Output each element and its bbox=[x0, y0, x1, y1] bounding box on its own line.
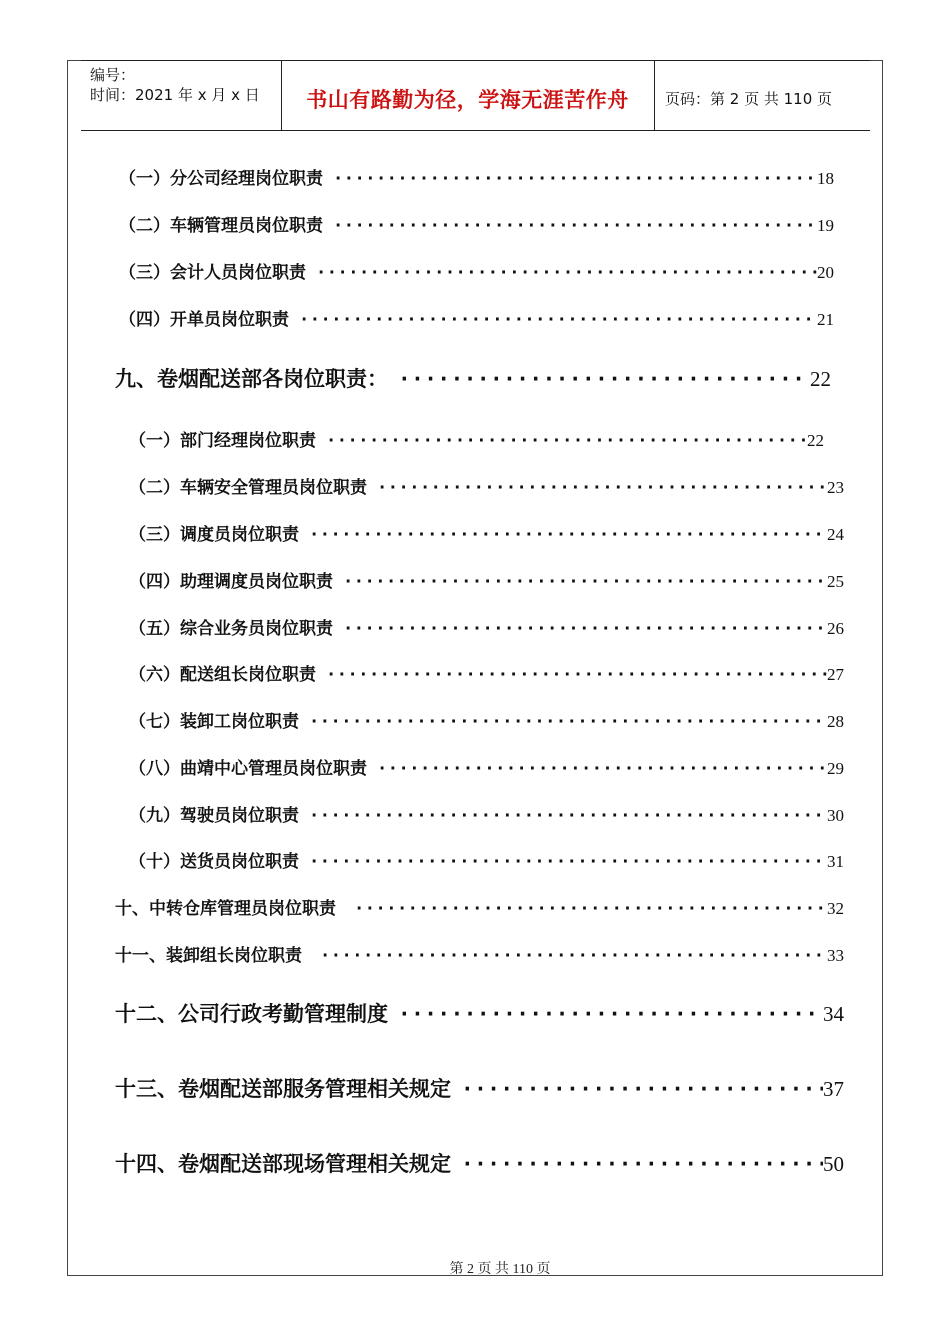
toc-entry-title: （四）助理调度员岗位职责 bbox=[129, 572, 333, 592]
toc-entry[interactable] bbox=[119, 164, 834, 189]
header-page-info: 页码：第 2 页 共 110 页 bbox=[665, 90, 833, 108]
header-bottom-rule bbox=[81, 130, 870, 131]
toc-entry[interactable] bbox=[119, 305, 834, 330]
toc-entry-title: （一）分公司经理岗位职责 bbox=[119, 169, 323, 189]
toc-entry[interactable] bbox=[129, 847, 844, 872]
toc-entry-page: 30 bbox=[827, 806, 844, 825]
header-meta bbox=[90, 65, 260, 105]
toc-entry-page: 19 bbox=[817, 216, 834, 235]
page-footer: 第 2 页 共 110 页 bbox=[449, 1262, 551, 1277]
toc-dot-leader bbox=[398, 367, 810, 391]
toc-entry-title: （一）部门经理岗位职责 bbox=[129, 431, 316, 451]
toc-entry-title: （九）驾驶员岗位职责 bbox=[129, 806, 299, 826]
serial-label: 编号： bbox=[90, 66, 136, 84]
toc-dot-leader bbox=[343, 572, 827, 592]
toc-dot-leader bbox=[316, 263, 817, 283]
toc-dot-leader bbox=[333, 169, 817, 189]
toc-entry-page: 50 bbox=[823, 1152, 844, 1176]
toc-entry[interactable] bbox=[115, 941, 844, 966]
toc-dot-leader bbox=[320, 946, 827, 966]
toc-entry[interactable] bbox=[115, 1148, 844, 1178]
toc-entry-page: 25 bbox=[827, 572, 844, 591]
toc-entry-page: 18 bbox=[817, 169, 834, 188]
toc-dot-leader bbox=[398, 1002, 823, 1026]
toc-entry-page: 29 bbox=[827, 759, 844, 778]
toc-entry-title: 十四、卷烟配送部现场管理相关规定 bbox=[115, 1152, 451, 1176]
toc-entry-page: 27 bbox=[827, 665, 844, 684]
toc-entry-title: （五）综合业务员岗位职责 bbox=[129, 619, 333, 639]
toc-entry[interactable] bbox=[119, 211, 834, 236]
toc-dot-leader bbox=[354, 899, 827, 919]
header-motto: 书山有路勤为径，学海无涯苦作舟 bbox=[306, 87, 629, 112]
toc-entry-page: 20 bbox=[817, 263, 834, 282]
toc-entry-title: （六）配送组长岗位职责 bbox=[129, 665, 316, 685]
toc-entry-title: 十一、装卸组长岗位职责 bbox=[115, 946, 302, 966]
toc-entry[interactable] bbox=[129, 801, 844, 826]
toc-entry-title: （二）车辆安全管理员岗位职责 bbox=[129, 478, 367, 498]
toc-dot-leader bbox=[309, 525, 827, 545]
toc-entry[interactable] bbox=[115, 894, 844, 919]
toc-entry-title: 九、卷烟配送部各岗位职责： bbox=[115, 367, 388, 391]
toc-entry[interactable] bbox=[115, 1073, 844, 1103]
time-label: 时间：2021 年 x 月 x 日 bbox=[90, 86, 260, 104]
toc-dot-leader bbox=[326, 431, 807, 451]
toc-entry-page: 32 bbox=[827, 899, 844, 918]
toc-entry[interactable] bbox=[129, 567, 844, 592]
toc-entry[interactable] bbox=[129, 520, 844, 545]
toc-entry[interactable] bbox=[129, 614, 844, 639]
toc-entry-title: （三）会计人员岗位职责 bbox=[119, 263, 306, 283]
toc-entry-page: 26 bbox=[827, 619, 844, 638]
toc-entry-page: 31 bbox=[827, 852, 844, 871]
toc-entry[interactable] bbox=[129, 473, 844, 498]
toc-entry[interactable] bbox=[129, 660, 844, 685]
toc-dot-leader bbox=[377, 478, 827, 498]
toc-entry-title: （十）送货员岗位职责 bbox=[129, 852, 299, 872]
toc-dot-leader bbox=[461, 1152, 823, 1176]
toc-entry-page: 34 bbox=[823, 1002, 844, 1026]
toc-entry-page: 21 bbox=[817, 310, 834, 329]
toc-entry-page: 37 bbox=[823, 1077, 844, 1101]
toc-entry[interactable] bbox=[115, 998, 844, 1028]
toc-entry-title: （二）车辆管理员岗位职责 bbox=[119, 216, 323, 236]
toc-dot-leader bbox=[299, 310, 817, 330]
toc-entry-title: 十、中转仓库管理员岗位职责 bbox=[115, 899, 336, 919]
toc-dot-leader bbox=[309, 852, 827, 872]
page-header bbox=[81, 60, 870, 130]
toc-entry-title: （八）曲靖中心管理员岗位职责 bbox=[129, 759, 367, 779]
toc-dot-leader bbox=[461, 1077, 823, 1101]
header-top-rule bbox=[81, 60, 870, 61]
toc-entry[interactable] bbox=[129, 707, 844, 732]
toc-dot-leader bbox=[333, 216, 817, 236]
toc-entry-title: （四）开单员岗位职责 bbox=[119, 310, 289, 330]
toc-dot-leader bbox=[343, 619, 827, 639]
toc-entry-page: 24 bbox=[827, 525, 844, 544]
toc-entry-title: （七）装卸工岗位职责 bbox=[129, 712, 299, 732]
toc-entry-title: 十三、卷烟配送部服务管理相关规定 bbox=[115, 1077, 451, 1101]
toc-dot-leader bbox=[326, 665, 827, 685]
toc-entry-page: 22 bbox=[807, 431, 824, 450]
toc-entry[interactable] bbox=[129, 426, 824, 451]
toc-entry-page: 22 bbox=[810, 367, 831, 391]
toc-entry-title: 十二、公司行政考勤管理制度 bbox=[115, 1002, 388, 1026]
toc-entry-page: 33 bbox=[827, 946, 844, 965]
toc-entry[interactable] bbox=[119, 258, 834, 283]
toc-dot-leader bbox=[309, 806, 827, 826]
toc-entry-page: 23 bbox=[827, 478, 844, 497]
toc-entry-page: 28 bbox=[827, 712, 844, 731]
toc-entry-title: （三）调度员岗位职责 bbox=[129, 525, 299, 545]
header-divider bbox=[654, 60, 655, 130]
toc-entry[interactable] bbox=[129, 754, 844, 779]
toc-dot-leader bbox=[377, 759, 827, 779]
toc-entry[interactable] bbox=[115, 363, 831, 393]
toc-dot-leader bbox=[309, 712, 827, 732]
